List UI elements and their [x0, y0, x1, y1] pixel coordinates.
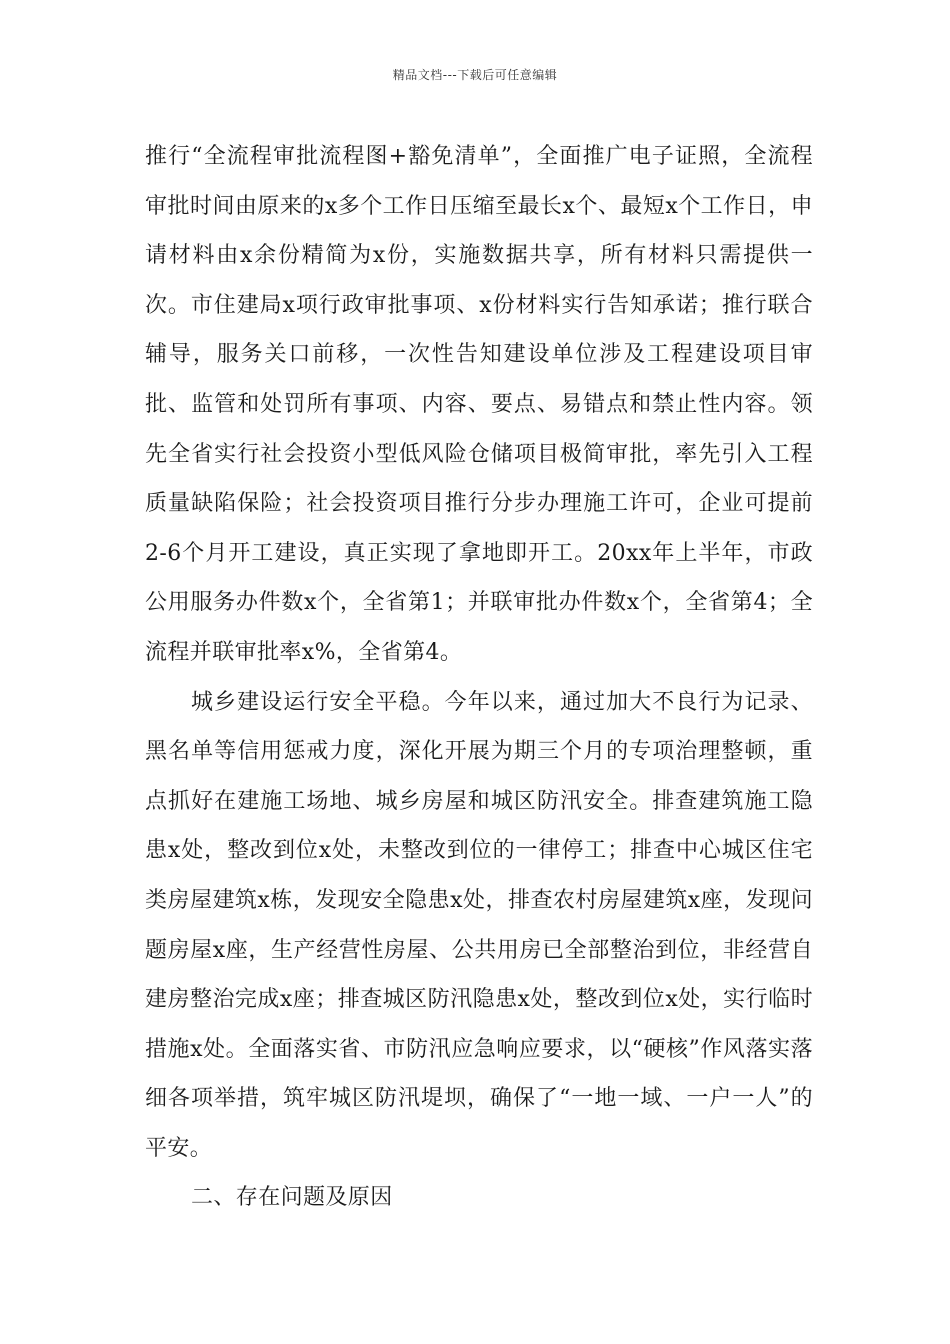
paragraph-urban-rural-safety: 城乡建设运行安全平稳。今年以来，通过加大不良行为记录、黑名单等信用惩戒力度，深化开展为期三个月的专项治理整顿，重点抓好在建施工场地、城乡房屋和城区防汛安全。排查建筑施工隐患x处，整改到位x处，未整改到位的一律停工；排查中心城区住宅类房屋建筑x栋，发现安全隐患x处，排查农村房屋建筑x座，发现问题房屋x座，生产经营性房屋、公共用房已全部整治到位，非经营自建房整治完成x座；排查城区防汛隐患x处，整改到位x处，实行临时措施x处。全面落实省、市防汛应急响应要求，以“硬核”作风落实落细各项举措，筑牢城区防汛堤坝，确保了“一地一域、一户一人”的平安。: [145, 689, 813, 1161]
page-header: 精品文档---下载后可任意编辑: [392, 68, 558, 82]
section-heading-problems: 二、存在问题及原因: [191, 1185, 393, 1211]
document-body: [145, 132, 813, 1223]
paragraph-approval-reform: 推行“全流程审批流程图+豁免清单”，全面推广电子证照，全流程审批时间由原来的x多个工作日压缩至最长x个、最短x个工作日，申请材料由x余份精简为x份，实施数据共享，所有材料只需提供一次。市住建局x项行政审批事项、x份材料实行告知承诺；推行联合辅导，服务关口前移，一次性告知建设单位涉及工程建设项目审批、监管和处罚所有事项、内容、要点、易错点和禁止性内容。领先全省实行社会投资小型低风险仓储项目极简审批，率先引入工程质量缺陷保险；社会投资项目推行分步办理施工许可，企业可提前2-6个月开工建设，真正实现了拿地即开工。20xx年上半年，市政公用服务办件数x个，全省第1；并联审批办件数x个，全省第4；全流程并联审批率x%，全省第4。: [145, 144, 813, 665]
